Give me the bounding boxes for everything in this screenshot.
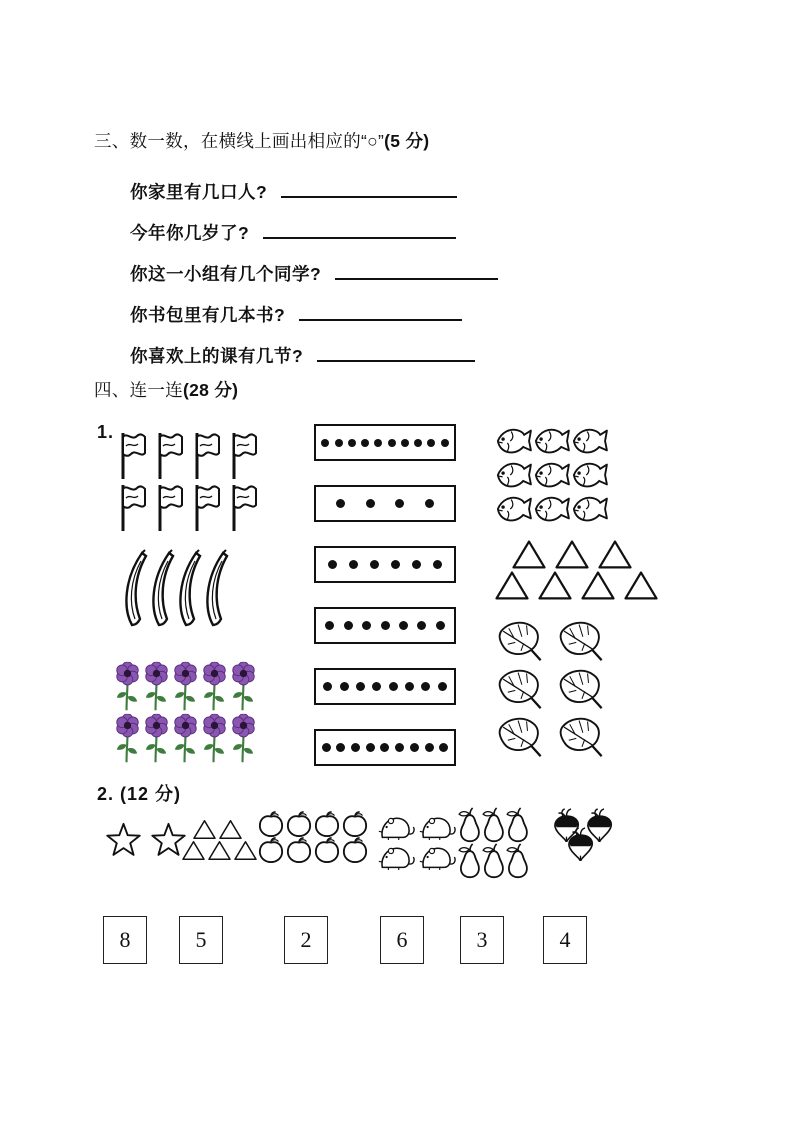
- bananas-group: [120, 549, 228, 629]
- question-row-1: [130, 179, 457, 203]
- pears-group: [457, 807, 529, 879]
- flag-icon: [190, 431, 226, 481]
- answer-blank-line: [263, 224, 456, 239]
- dot: [336, 499, 345, 508]
- dot: [325, 621, 334, 630]
- dot: [362, 621, 371, 630]
- flower-icon: [113, 661, 142, 713]
- triangle-icon: [192, 819, 217, 840]
- triangle-icon: [181, 840, 206, 861]
- dot-strips: [314, 424, 456, 766]
- question-text: 你喜欢上的课有几节?: [130, 346, 304, 366]
- radishes-group: [551, 808, 617, 861]
- dot: [436, 621, 445, 630]
- apple-icon: [285, 837, 313, 863]
- leaves-group: [494, 618, 616, 762]
- apple-icon: [341, 837, 369, 863]
- fish-icon: [532, 424, 570, 458]
- dot: [439, 743, 448, 752]
- pear-icon: [481, 843, 505, 879]
- fish-icon: [570, 492, 608, 526]
- flag-icon: [190, 483, 226, 533]
- dot: [417, 621, 426, 630]
- star-icon: [104, 822, 143, 860]
- dot: [370, 560, 379, 569]
- dot: [366, 743, 375, 752]
- dot: [380, 743, 389, 752]
- dot: [389, 682, 398, 691]
- answer-blank-line: [281, 183, 457, 198]
- triangle-icon: [492, 570, 532, 601]
- flag-icon: [227, 431, 263, 481]
- dot: [425, 499, 434, 508]
- dot: [374, 439, 382, 447]
- section3-heading: [94, 128, 429, 153]
- dot: [351, 743, 360, 752]
- pear-icon: [457, 843, 481, 879]
- question-row-2: [130, 220, 456, 244]
- flower-icon: [113, 713, 142, 765]
- triangle-icon: [207, 840, 232, 861]
- apple-icon: [313, 837, 341, 863]
- dot: [366, 499, 375, 508]
- triangle-icon: [595, 539, 635, 570]
- dot: [421, 682, 430, 691]
- dot: [348, 439, 356, 447]
- triangle-icon: [578, 570, 618, 601]
- dot-strip: [314, 546, 456, 583]
- dot: [427, 439, 435, 447]
- item2-label: [97, 780, 181, 806]
- triangle-icon: [218, 819, 243, 840]
- question-text: 你书包里有几本书?: [130, 305, 286, 325]
- fish-group: [494, 424, 608, 526]
- leaf-icon: [494, 618, 546, 663]
- dot: [322, 743, 331, 752]
- apple-icon: [313, 811, 341, 837]
- dot: [401, 439, 409, 447]
- apple-icon: [341, 811, 369, 837]
- fish-icon: [494, 424, 532, 458]
- item2-score: (12 分): [120, 784, 182, 804]
- dot: [414, 439, 422, 447]
- fish-icon: [570, 458, 608, 492]
- number-box: 6: [380, 916, 424, 964]
- triangle-icon: [621, 570, 661, 601]
- dot: [391, 560, 400, 569]
- question-text: 你这一小组有几个同学?: [130, 264, 322, 284]
- pear-icon: [457, 807, 481, 843]
- number-box: 3: [460, 916, 504, 964]
- triangle-icon: [535, 570, 575, 601]
- fish-icon: [532, 458, 570, 492]
- dot: [335, 439, 343, 447]
- mouse-icon: [378, 812, 416, 842]
- small-triangles-group: [181, 819, 259, 861]
- mouse-icon: [378, 842, 416, 872]
- answer-blank-line: [335, 265, 498, 280]
- dot: [395, 499, 404, 508]
- number-box: 2: [284, 916, 328, 964]
- flag-icon: [227, 483, 263, 533]
- flowers-group: [113, 661, 258, 765]
- dot-strip: [314, 485, 456, 522]
- dot: [425, 743, 434, 752]
- leaf-icon: [494, 714, 546, 759]
- flower-icon: [142, 661, 171, 713]
- apple-icon: [285, 811, 313, 837]
- flower-icon: [171, 713, 200, 765]
- flower-icon: [171, 661, 200, 713]
- pear-icon: [481, 807, 505, 843]
- dot: [372, 682, 381, 691]
- question-row-4: [130, 302, 462, 326]
- dot-strip: [314, 607, 456, 644]
- mouse-icon: [419, 842, 457, 872]
- dot: [336, 743, 345, 752]
- dot: [328, 560, 337, 569]
- apple-icon: [257, 811, 285, 837]
- fish-icon: [494, 458, 532, 492]
- triangles-group: [492, 539, 664, 601]
- flag-icon: [153, 483, 189, 533]
- radish-icon: [565, 827, 596, 861]
- answer-blank-line: [299, 306, 462, 321]
- flag-icon: [116, 483, 152, 533]
- dot: [340, 682, 349, 691]
- flower-icon: [200, 713, 229, 765]
- dot: [321, 439, 329, 447]
- dot: [323, 682, 332, 691]
- question-row-3: [130, 261, 498, 285]
- flower-icon: [229, 661, 258, 713]
- fish-icon: [494, 492, 532, 526]
- leaf-icon: [555, 666, 607, 711]
- triangle-icon: [233, 840, 258, 861]
- fish-icon: [532, 492, 570, 526]
- dot: [410, 743, 419, 752]
- leaf-icon: [555, 714, 607, 759]
- answer-blank-line: [317, 347, 475, 362]
- dot-strip: [314, 668, 456, 705]
- flag-icon: [116, 431, 152, 481]
- dot: [356, 682, 365, 691]
- question-text: 你家里有几口人?: [130, 182, 268, 202]
- fish-icon: [570, 424, 608, 458]
- dot: [438, 682, 447, 691]
- dot: [441, 439, 449, 447]
- dot: [381, 621, 390, 630]
- dot: [399, 621, 408, 630]
- leaf-icon: [555, 618, 607, 663]
- dot-strip: [314, 729, 456, 766]
- flower-icon: [200, 661, 229, 713]
- pear-icon: [505, 807, 529, 843]
- number-box: 8: [103, 916, 147, 964]
- section4-heading-text: 四、连一连: [94, 380, 183, 400]
- apples-group: [257, 811, 369, 863]
- dot: [344, 621, 353, 630]
- dot: [361, 439, 369, 447]
- mouse-icon: [419, 812, 457, 842]
- dot: [405, 682, 414, 691]
- leaf-icon: [494, 666, 546, 711]
- banana-icon: [120, 549, 150, 629]
- number-box: 5: [179, 916, 223, 964]
- item2-number: 2.: [97, 784, 115, 804]
- number-box: 4: [543, 916, 587, 964]
- banana-icon: [147, 549, 177, 629]
- section4-heading: [94, 377, 238, 402]
- dot-strip: [314, 424, 456, 461]
- section3-heading-text: 三、数一数，在横线上画出相应的“○”: [94, 131, 385, 151]
- dot: [388, 439, 396, 447]
- question-text: 今年你几岁了?: [130, 223, 250, 243]
- apple-icon: [257, 837, 285, 863]
- flag-icon: [153, 431, 189, 481]
- dot: [433, 560, 442, 569]
- item1-label: 1.: [97, 422, 115, 442]
- section4-heading-score: (28 分): [183, 380, 239, 400]
- banana-icon: [201, 549, 231, 629]
- section3-heading-score: (5 分): [384, 131, 430, 151]
- dot: [395, 743, 404, 752]
- flower-icon: [142, 713, 171, 765]
- question-row-5: [130, 343, 475, 367]
- banana-icon: [174, 549, 204, 629]
- pear-icon: [505, 843, 529, 879]
- flower-icon: [229, 713, 258, 765]
- dot: [349, 560, 358, 569]
- mice-group: [378, 812, 460, 872]
- flags-group: [116, 431, 264, 535]
- triangle-icon: [509, 539, 549, 570]
- triangle-icon: [552, 539, 592, 570]
- dot: [412, 560, 421, 569]
